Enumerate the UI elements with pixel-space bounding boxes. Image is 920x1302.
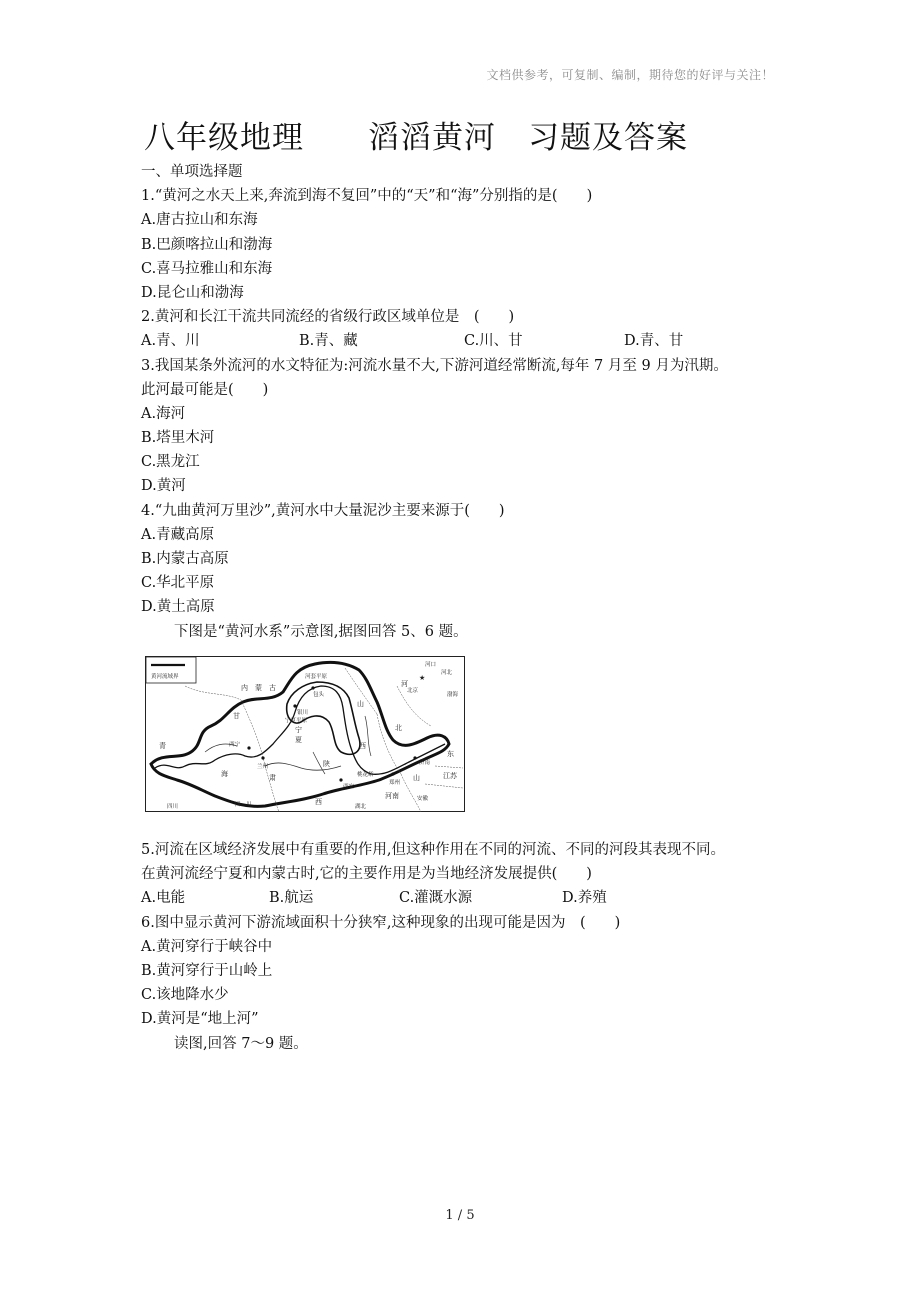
document-body-continued (141, 838, 791, 1056)
label-jiangsu: 江苏 (443, 772, 457, 780)
label-baotou: 包头 (313, 692, 325, 698)
question-5-stem-line-1: 5.河流在区域经济发展中有重要的作用,但这种作用在不同的河流、不同的河段其表现不同。 (141, 842, 725, 858)
page-total: 5 (466, 1208, 475, 1223)
question-3-stem-line-1: 3.我国某条外流河的水文特征为:河流水量不大,下游河道经常断流,每年 7 月至 9 月为汛期。 (141, 357, 728, 374)
page-number: 1 (445, 1208, 454, 1223)
question-1-stem: 1.“黄河之水天上来,奔流到海不复回”中的“天”和“海”分别指的是( ) (141, 188, 593, 205)
label-hebei: 河北 (441, 670, 453, 676)
question-2-option-d: D.青、甘 (624, 333, 684, 350)
label-xia: 夏 (295, 736, 302, 744)
section-heading: 一、单项选择题 (141, 164, 243, 180)
question-3-option-b: B.塔里木河 (141, 430, 215, 447)
question-5-option-a: A.电能 (141, 890, 186, 907)
question-5-stem-line-2: 在黄河流经宁夏和内蒙古时,它的主要作用是为当地经济发展提供( ) (141, 866, 592, 883)
zhengzhou-dot (391, 772, 394, 775)
question-3-option-d: D.黄河 (141, 478, 186, 495)
label-hubei: 湖北 (355, 804, 367, 810)
question-3-option-a: A.海河 (141, 405, 186, 422)
label-hekou: 河口 (425, 662, 437, 668)
question-3-option-c: C.黑龙江 (141, 454, 200, 471)
label-sichuan-2: 四 川 (235, 802, 252, 808)
page-title: 八年级地理 滔滔黄河 习题及答案 (144, 120, 688, 156)
label-bei: 北 (395, 724, 402, 732)
label-xi-2: 西 (315, 798, 322, 806)
question-5-option-d: D.养殖 (562, 890, 607, 907)
question-2-option-c: C.川、甘 (464, 333, 523, 350)
question-4-option-d: D.黄土高原 (141, 599, 215, 616)
question-2-option-a: A.青、川 (141, 333, 200, 350)
question-5-options (141, 886, 791, 910)
label-lanzhou: 兰州 (257, 764, 269, 770)
page-separator: / (453, 1208, 467, 1223)
map-legend-label: 黄河流域界 (151, 674, 179, 680)
lanzhou-dot (261, 756, 264, 759)
beijing-star-icon: ★ (419, 674, 426, 682)
question-2-option-b: B.青、藏 (299, 333, 358, 350)
map-intro: 下图是“黄河水系”示意图,据图回答 5、6 题。 (174, 623, 468, 640)
label-bohai: 渤海 (447, 692, 459, 698)
label-shandong-shan: 山 (413, 774, 420, 782)
question-6-option-a: A.黄河穿行于峡谷中 (141, 938, 273, 955)
document-body (141, 160, 791, 644)
yellow-river-map (145, 656, 465, 812)
question-1-option-d: D.昆仑山和渤海 (141, 284, 244, 301)
label-dong: 东 (447, 750, 454, 758)
label-shan: 山 (357, 700, 364, 708)
question-6-option-d: D.黄河是“地上河” (141, 1011, 259, 1028)
label-xian: 西安 (343, 784, 355, 790)
question-5-option-c: C.灌溉水源 (399, 890, 473, 907)
label-ningxia-plain: 宁夏平原 (285, 718, 308, 724)
page-footer (0, 1208, 920, 1223)
label-hai: 海 (221, 770, 228, 778)
question-4-option-a: A.青藏高原 (141, 526, 215, 543)
yellow-river-map-svg (145, 656, 465, 812)
label-yinchuan: 银川 (297, 710, 309, 716)
jinan-dot (413, 756, 416, 759)
baotou-dot (311, 686, 314, 689)
label-taohuayu: 桃花峪 (357, 772, 374, 778)
question-6-option-c: C.该地降水少 (141, 987, 229, 1004)
question-2-stem: 2.黄河和长江干流共同流经的省级行政区域单位是 ( ) (141, 309, 515, 326)
question-5-option-b: B.航运 (269, 890, 314, 907)
label-qing: 青 (159, 742, 166, 750)
yinchuan-dot (293, 704, 296, 707)
next-intro: 读图,回答 7～9 题。 (174, 1035, 308, 1052)
header-note: 文档供参考，可复制、编制，期待您的好评与关注！ (486, 68, 774, 82)
label-zhengzhou: 郑州 (389, 780, 401, 786)
label-jinan: 济南 (419, 760, 431, 766)
xining-dot (247, 746, 250, 749)
question-3-stem-line-2: 此河最可能是( ) (141, 381, 269, 398)
label-ning: 宁 (295, 726, 302, 734)
label-xi: 西 (359, 742, 366, 750)
question-1-option-b: B.巴颜喀拉山和渤海 (141, 236, 273, 253)
label-sichuan-1: 四川 (167, 804, 179, 810)
question-2-options (141, 329, 791, 353)
question-4-option-b: B.内蒙古高原 (141, 551, 229, 567)
label-hetao: 河套平原 (305, 674, 328, 680)
label-anhui: 安徽 (417, 796, 429, 802)
label-su: 肃 (269, 774, 276, 782)
xian-dot (339, 778, 342, 781)
question-1-option-a: A.唐古拉山和东海 (141, 212, 258, 229)
label-he: 河 (401, 680, 408, 688)
label-xining: 西宁 (229, 742, 241, 748)
question-1-option-c: C.喜马拉雅山和东海 (141, 260, 273, 277)
question-6-stem: 6.图中显示黄河下游流域面积十分狭窄,这种现象的出现可能是因为 ( ) (141, 914, 621, 931)
label-shaanxi: 陕 (323, 760, 330, 768)
question-4-stem: 4.“九曲黄河万里沙”,黄河水中大量泥沙主要来源于( ) (141, 502, 505, 519)
label-henan: 河南 (385, 792, 399, 800)
label-neimenggu: 内 蒙 古 (241, 684, 276, 692)
label-gan: 甘 (233, 712, 240, 720)
question-6-option-b: B.黄河穿行于山岭上 (141, 962, 273, 979)
label-beijing: 北京 (407, 688, 419, 694)
question-4-option-c: C.华北平原 (141, 575, 215, 592)
